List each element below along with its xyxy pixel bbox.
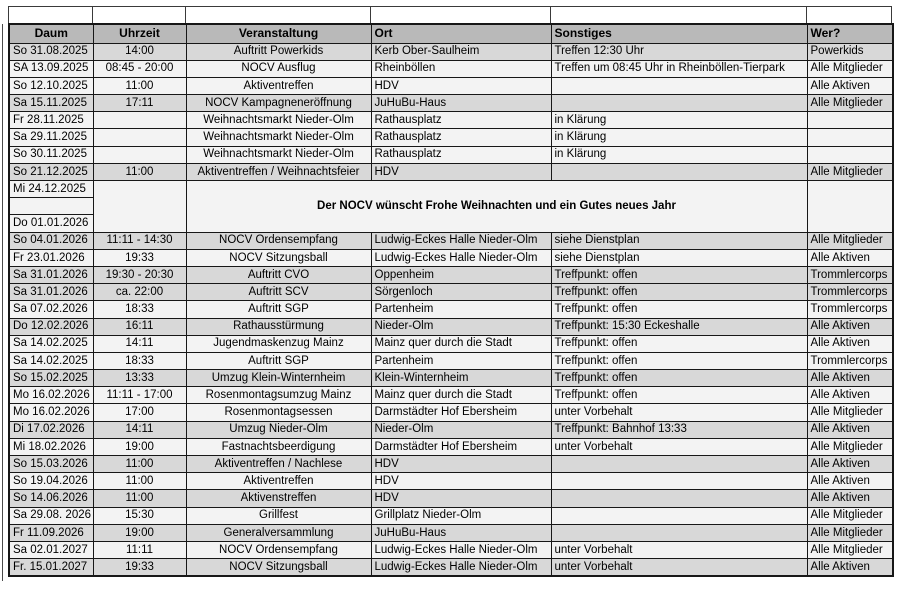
- cell-location: Rathausplatz: [371, 146, 551, 163]
- cell-who: Alle Mitglieder: [807, 507, 893, 524]
- cell-time: 19:00: [93, 438, 186, 455]
- cell-event: Umzug Nieder-Olm: [186, 421, 371, 438]
- cell-event: NOCV Ordensempfang: [186, 232, 371, 249]
- table-row: [9, 43, 893, 60]
- cell-who: Trommlercorps: [807, 301, 893, 318]
- cell-time: 14:11: [93, 421, 186, 438]
- table-row: [9, 60, 893, 77]
- cell-location: HDV: [371, 490, 551, 507]
- cell-time: 11:00: [93, 456, 186, 473]
- cell-notes: [551, 490, 807, 507]
- cell-event: Weihnachtsmarkt Nieder-Olm: [186, 129, 371, 146]
- cell-time: 11:11: [93, 541, 186, 558]
- cell-date: So 15.02.2025: [9, 370, 93, 387]
- cell-notes: [551, 77, 807, 94]
- cell-location: Klein-Winternheim: [371, 370, 551, 387]
- table-row: [9, 266, 893, 283]
- cell-date: SA 13.09.2025: [9, 60, 93, 77]
- cell-date: Sa 07.02.2026: [9, 301, 93, 318]
- cell-event: Auftritt SGP: [186, 301, 371, 318]
- cell-notes: Treffpunkt: offen: [551, 387, 807, 404]
- cell-location: Nieder-Olm: [371, 421, 551, 438]
- cell-event: Rosenmontagsumzug Mainz: [186, 387, 371, 404]
- cell-event: Rosenmontagsessen: [186, 404, 371, 421]
- cell-notes: Treffpunkt: 15:30 Eckeshalle: [551, 318, 807, 335]
- table-row: [9, 456, 893, 473]
- cell-date: Fr. 15.01.2027: [9, 559, 93, 576]
- page-edge-line: [2, 24, 3, 581]
- cell-event: Weihnachtsmarkt Nieder-Olm: [186, 146, 371, 163]
- cell-location: Ludwig-Eckes Halle Nieder-Olm: [371, 559, 551, 576]
- cell-who: Alle Mitglieder: [807, 438, 893, 455]
- cell-notes: siehe Dienstplan: [551, 232, 807, 249]
- cell-notes: Treffen 12:30 Uhr: [551, 43, 807, 60]
- cell-who: Alle Mitglieder: [807, 404, 893, 421]
- cell-who: Alle Mitglieder: [807, 524, 893, 541]
- column-header-location: Ort: [371, 24, 551, 43]
- cell-location: Rheinböllen: [371, 60, 551, 77]
- cell-event: Aktiventreffen: [186, 77, 371, 94]
- cell-time: ca. 22:00: [93, 284, 186, 301]
- cell-notes: Treffpunkt: offen: [551, 301, 807, 318]
- cell-notes: in Klärung: [551, 112, 807, 129]
- cell-date: So 12.10.2025: [9, 77, 93, 94]
- cell-date: So 30.11.2025: [9, 146, 93, 163]
- table-row: [9, 318, 893, 335]
- cell-time: 18:33: [93, 352, 186, 369]
- cell-date: So 21.12.2025: [9, 163, 93, 180]
- cell-notes: unter Vorbehalt: [551, 438, 807, 455]
- cell-notes: [551, 473, 807, 490]
- cell-location: Partenheim: [371, 301, 551, 318]
- cell-date: So 19.04.2026: [9, 473, 93, 490]
- cell-time: 15:30: [93, 507, 186, 524]
- cell-notes: [551, 524, 807, 541]
- table-row: [9, 438, 893, 455]
- table-row: [9, 301, 893, 318]
- cell-event: Weihnachtsmarkt Nieder-Olm: [186, 112, 371, 129]
- cell-location: HDV: [371, 163, 551, 180]
- cell-who: [807, 146, 893, 163]
- cell-location: HDV: [371, 456, 551, 473]
- cell-date: Di 17.02.2026: [9, 421, 93, 438]
- cell-date: Fr 23.01.2026: [9, 249, 93, 266]
- cell-who-merged: [807, 181, 893, 233]
- cell-date: Sa 31.01.2026: [9, 266, 93, 283]
- column-separator: [92, 7, 93, 24]
- cell-who: Alle Mitglieder: [807, 95, 893, 112]
- cell-date: Fr 11.09.2026: [9, 524, 93, 541]
- cell-notes: unter Vorbehalt: [551, 541, 807, 558]
- cell-location: Mainz quer durch die Stadt: [371, 335, 551, 352]
- cell-time: 11:11 - 14:30: [93, 232, 186, 249]
- holiday-banner-row: [9, 181, 893, 198]
- cell-date: Mo 16.02.2026: [9, 404, 93, 421]
- cell-event: Jugendmaskenzug Mainz: [186, 335, 371, 352]
- cell-time: 19:00: [93, 524, 186, 541]
- cell-location: Rathausplatz: [371, 129, 551, 146]
- cell-time: 08:45 - 20:00: [93, 60, 186, 77]
- clipped-empty-row: [8, 6, 892, 24]
- cell-time: 19:30 - 20:30: [93, 266, 186, 283]
- cell-who: Alle Aktiven: [807, 490, 893, 507]
- cell-date: Do 01.01.2026: [9, 215, 93, 232]
- cell-time: [93, 146, 186, 163]
- cell-date: Sa 29.08. 2026: [9, 507, 93, 524]
- cell-event: Rathausstürmung: [186, 318, 371, 335]
- table-row: [9, 335, 893, 352]
- cell-who: Alle Mitglieder: [807, 163, 893, 180]
- column-separator: [8, 7, 9, 24]
- cell-time: 14:11: [93, 335, 186, 352]
- table-row: [9, 249, 893, 266]
- table-row: [9, 77, 893, 94]
- cell-date: So 14.06.2026: [9, 490, 93, 507]
- cell-location: Grillplatz Nieder-Olm: [371, 507, 551, 524]
- cell-who: [807, 112, 893, 129]
- cell-time: 18:33: [93, 301, 186, 318]
- cell-notes: [551, 95, 807, 112]
- cell-time: 11:00: [93, 473, 186, 490]
- cell-who: Trommlercorps: [807, 284, 893, 301]
- cell-location: Darmstädter Hof Ebersheim: [371, 404, 551, 421]
- cell-who: Alle Mitglieder: [807, 60, 893, 77]
- cell-event: Generalversammlung: [186, 524, 371, 541]
- cell-time: 14:00: [93, 43, 186, 60]
- column-header-date: Daum: [9, 24, 93, 43]
- cell-location: Rathausplatz: [371, 112, 551, 129]
- cell-event: Auftritt SGP: [186, 352, 371, 369]
- column-header-notes: Sonstiges: [551, 24, 807, 43]
- cell-event: Auftritt Powerkids: [186, 43, 371, 60]
- cell-notes: Treffpunkt: Bahnhof 13:33: [551, 421, 807, 438]
- cell-who: [807, 129, 893, 146]
- cell-date: Mo 16.02.2026: [9, 387, 93, 404]
- cell-event: Fastnachtsbeerdigung: [186, 438, 371, 455]
- column-separator: [806, 7, 807, 24]
- column-header-who: Wer?: [807, 24, 893, 43]
- cell-time: 11:00: [93, 490, 186, 507]
- cell-location: Oppenheim: [371, 266, 551, 283]
- cell-location: Ludwig-Eckes Halle Nieder-Olm: [371, 541, 551, 558]
- cell-time: 11:00: [93, 77, 186, 94]
- cell-date: Fr 28.11.2025: [9, 112, 93, 129]
- table-row: [9, 421, 893, 438]
- cell-location: Nieder-Olm: [371, 318, 551, 335]
- cell-notes: Treffpunkt: offen: [551, 352, 807, 369]
- cell-who: Powerkids: [807, 43, 893, 60]
- cell-location: JuHuBu-Haus: [371, 524, 551, 541]
- cell-who: Alle Aktiven: [807, 559, 893, 576]
- cell-notes: [551, 163, 807, 180]
- holiday-banner-cell: Der NOCV wünscht Frohe Weihnachten und ein Gutes neues Jahr: [186, 181, 807, 233]
- cell-time: 13:33: [93, 370, 186, 387]
- cell-location: Ludwig-Eckes Halle Nieder-Olm: [371, 249, 551, 266]
- cell-location: HDV: [371, 77, 551, 94]
- table-row: [9, 146, 893, 163]
- cell-time: 19:33: [93, 559, 186, 576]
- cell-event: Aktiventreffen / Nachlese: [186, 456, 371, 473]
- cell-date: Sa 31.01.2026: [9, 284, 93, 301]
- cell-event: Grillfest: [186, 507, 371, 524]
- cell-notes: Treffpunkt: offen: [551, 370, 807, 387]
- cell-who: Alle Aktiven: [807, 77, 893, 94]
- cell-event: Umzug Klein-Winternheim: [186, 370, 371, 387]
- cell-notes: [551, 456, 807, 473]
- table-row: [9, 559, 893, 576]
- column-header-event: Veranstaltung: [186, 24, 371, 43]
- table-row: [9, 284, 893, 301]
- cell-event: Aktivenstreffen: [186, 490, 371, 507]
- table-row: [9, 524, 893, 541]
- cell-event: Auftritt SCV: [186, 284, 371, 301]
- cell-notes: Treffpunkt: offen: [551, 284, 807, 301]
- table-row: [9, 473, 893, 490]
- table-row: [9, 163, 893, 180]
- cell-location: Sörgenloch: [371, 284, 551, 301]
- cell-time: 11:11 - 17:00: [93, 387, 186, 404]
- cell-location: Kerb Ober-Saulheim: [371, 43, 551, 60]
- cell-location: Mainz quer durch die Stadt: [371, 387, 551, 404]
- cell-who: Alle Aktiven: [807, 473, 893, 490]
- cell-who: Trommlercorps: [807, 352, 893, 369]
- cell-location: Partenheim: [371, 352, 551, 369]
- cell-who: Alle Aktiven: [807, 249, 893, 266]
- cell-date: Sa 29.11.2025: [9, 129, 93, 146]
- table-row: [9, 404, 893, 421]
- table-row: [9, 490, 893, 507]
- cell-date: [9, 198, 93, 215]
- table-row: [9, 232, 893, 249]
- cell-date: So 31.08.2025: [9, 43, 93, 60]
- cell-notes: Treffen um 08:45 Uhr in Rheinböllen-Tierpark: [551, 60, 807, 77]
- cell-who: Alle Aktiven: [807, 335, 893, 352]
- cell-event: NOCV Ordensempfang: [186, 541, 371, 558]
- events-table: [8, 23, 894, 577]
- cell-notes: siehe Dienstplan: [551, 249, 807, 266]
- table-row: [9, 95, 893, 112]
- cell-event: Auftritt CVO: [186, 266, 371, 283]
- cell-notes: Treffpunkt: offen: [551, 266, 807, 283]
- cell-date: Mi 18.02.2026: [9, 438, 93, 455]
- column-header-time: Uhrzeit: [93, 24, 186, 43]
- cell-date: Sa 02.01.2027: [9, 541, 93, 558]
- cell-notes: unter Vorbehalt: [551, 404, 807, 421]
- table-row: [9, 387, 893, 404]
- cell-time: 11:00: [93, 163, 186, 180]
- table-row: [9, 370, 893, 387]
- cell-event: NOCV Sitzungsball: [186, 249, 371, 266]
- cell-notes: [551, 507, 807, 524]
- cell-event: NOCV Ausflug: [186, 60, 371, 77]
- cell-time: 17:11: [93, 95, 186, 112]
- cell-time: 16:11: [93, 318, 186, 335]
- cell-date: So 04.01.2026: [9, 232, 93, 249]
- cell-notes: in Klärung: [551, 129, 807, 146]
- cell-date: Do 12.02.2026: [9, 318, 93, 335]
- table-row: [9, 541, 893, 558]
- table-body: [9, 43, 893, 576]
- header-row: [9, 24, 893, 43]
- cell-location: HDV: [371, 473, 551, 490]
- cell-time: 17:00: [93, 404, 186, 421]
- cell-who: Alle Mitglieder: [807, 541, 893, 558]
- column-separator: [550, 7, 551, 24]
- table-row: [9, 507, 893, 524]
- column-separator: [370, 7, 371, 24]
- cell-notes: unter Vorbehalt: [551, 559, 807, 576]
- cell-date: Sa 14.02.2025: [9, 352, 93, 369]
- cell-notes: in Klärung: [551, 146, 807, 163]
- cell-location: Ludwig-Eckes Halle Nieder-Olm: [371, 232, 551, 249]
- cell-date: So 15.03.2026: [9, 456, 93, 473]
- table-row: [9, 129, 893, 146]
- cell-notes: Treffpunkt: offen: [551, 335, 807, 352]
- cell-date: Sa 14.02.2025: [9, 335, 93, 352]
- cell-time: 19:33: [93, 249, 186, 266]
- cell-who: Trommlercorps: [807, 266, 893, 283]
- cell-who: Alle Aktiven: [807, 370, 893, 387]
- cell-who: Alle Aktiven: [807, 387, 893, 404]
- cell-event: Aktiventreffen / Weihnachtsfeier: [186, 163, 371, 180]
- cell-date: Sa 15.11.2025: [9, 95, 93, 112]
- cell-event: NOCV Sitzungsball: [186, 559, 371, 576]
- cell-event: NOCV Kampagneneröffnung: [186, 95, 371, 112]
- table-header: [9, 24, 893, 43]
- cell-date: Mi 24.12.2025: [9, 181, 93, 198]
- cell-time: [93, 112, 186, 129]
- column-separator: [185, 7, 186, 24]
- cell-time-merged: [93, 181, 186, 233]
- cell-who: Alle Aktiven: [807, 456, 893, 473]
- cell-location: JuHuBu-Haus: [371, 95, 551, 112]
- cell-who: Alle Mitglieder: [807, 232, 893, 249]
- cell-who: Alle Aktiven: [807, 318, 893, 335]
- cell-who: Alle Aktiven: [807, 421, 893, 438]
- table-row: [9, 352, 893, 369]
- cell-location: Darmstädter Hof Ebersheim: [371, 438, 551, 455]
- table-row: [9, 112, 893, 129]
- column-separator: [891, 7, 892, 24]
- cell-event: Aktiventreffen: [186, 473, 371, 490]
- cell-time: [93, 129, 186, 146]
